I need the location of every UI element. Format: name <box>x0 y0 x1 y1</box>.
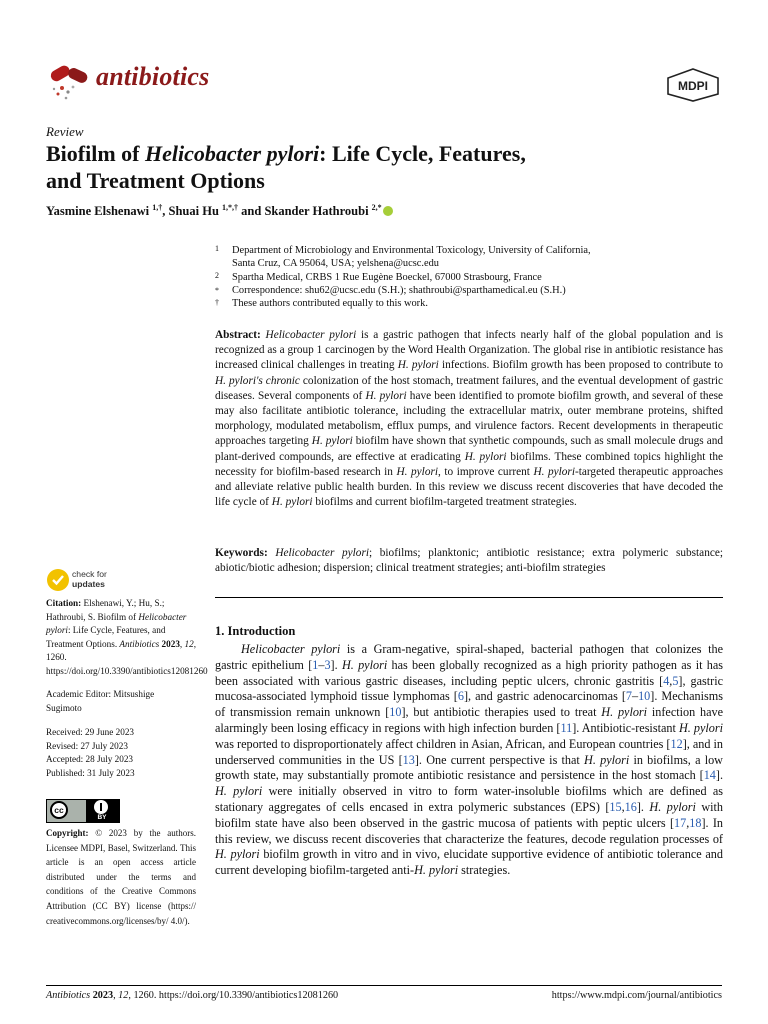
italic-text: H. pylori <box>414 863 459 878</box>
section-divider <box>215 597 723 598</box>
text-run: ]. Antibiotic-resistant <box>572 720 679 735</box>
author-list: Yasmine Elshenawi $^{1,\dagger}$, Shuai Hu $^{1,*,\dagger}$ and Skander Hathroubi $^{2,*}$ <box>46 203 393 219</box>
reference-link[interactable]: 1 <box>312 657 319 672</box>
reference-link[interactable]: 4 <box>663 673 670 688</box>
text-run: in biofilms, a low growth state, may substantially promote antibiotic resistance and persistence in the host stomach [ <box>215 752 723 783</box>
text-run: were initially observed in vitro to form water-insoluble biofilms which are defined as stationary aggregates of cells encased in extra polymeric substances (EPS) [ <box>215 784 723 814</box>
paper-title: Biofilm of Helicobacter pylori: Life Cycle, Features, and Treatment Options <box>46 141 526 193</box>
text-run: , <box>686 815 690 830</box>
affiliations: 1 Department of Microbiology and Environmental Toxicology, University of California, Santa Cruz, CA 95064, USA; yelshena@ucsc.edu 2 Spartha Medical, CRBS 1 Rue Eugène Boeckel, 67000 Strasbourg, France * Correspondence: shu62@ucsc.edu (S.H.); shathroubi@sparthamedical.eu (S.H.) † These authors contributed equally to this work. <box>215 244 735 310</box>
text-run: ]. <box>636 799 650 814</box>
journal-logo-icon <box>46 62 92 104</box>
footer-divider <box>46 985 722 986</box>
journal-url-link[interactable]: https://www.mdpi.com/journal/antibiotics <box>551 990 722 1001</box>
keywords: Keywords: Helicobacter pylori; biofilms; planktonic; antibiotic resistance; extra polymeric substance; abiotic/biotic adhesion; dispersion; clinical treatment strategies; anti-biofilm strategies <box>215 547 724 575</box>
academic-editor: Academic Editor: Mitsushige Sugimoto <box>46 689 155 713</box>
italic-text: H. pylori <box>215 847 260 862</box>
reference-link[interactable]: 18 <box>689 815 702 830</box>
text-run: ], gastric mucosa-associated lymphoid tissue lymphomas [ <box>215 673 724 704</box>
publisher-name: MDPI <box>678 79 708 93</box>
text-run: ]. <box>715 768 723 783</box>
reference-link[interactable]: 5 <box>672 673 679 688</box>
text-run: – <box>318 657 325 672</box>
reference-link[interactable]: 10 <box>389 705 402 720</box>
text-run: ], and gastric adenocarcinomas [ <box>463 689 626 704</box>
text-run: , <box>621 799 625 814</box>
text-run: ], and in underserved communities in the US [ <box>215 736 723 767</box>
text-run: , <box>669 673 673 688</box>
text-run: was reported to disproportionately affect children in Asian, African, and European countries [ <box>215 736 671 751</box>
author-name[interactable]: Shuai Hu <box>168 204 219 219</box>
text-run: strategies. <box>458 863 511 878</box>
reference-link[interactable]: 6 <box>457 689 464 704</box>
reference-link[interactable]: 10 <box>638 689 651 704</box>
journal-name: antibiotics <box>96 62 210 91</box>
orcid-icon[interactable] <box>383 206 393 216</box>
text-run: ]. In this review, we discuss recent discoveries that characterize the features, decode regulation processes of <box>215 815 723 846</box>
citation-doi-link[interactable]: , 1260. https://doi.org/10.3390/antibiotics12081260 <box>46 638 208 676</box>
text-run: infection have alarmingly been losing efficacy in regions with high infection burden [ <box>215 705 724 735</box>
italic-text: H. pylori <box>601 705 648 720</box>
italic-text: H. pylori <box>649 799 696 814</box>
reference-link[interactable]: 17 <box>674 815 687 830</box>
citation: Citation: Elshenawi, Y.; Hu, S.; Hathroubi, S. Biofilm of Helicobacter pylori: Life Cycle, Features, and Treatment Options. Antibiotics 2023, 12, 1260. https://doi.org/10.3390/antibiotics12081260 <box>46 598 208 676</box>
check-for-updates-button[interactable]: check for updates <box>46 568 126 594</box>
check-updates-icon <box>46 568 70 592</box>
footer-citation: Antibiotics 2023, 12, 1260. https://doi.org/10.3390/antibiotics12081260 <box>46 990 339 1001</box>
article-type: Review <box>46 124 84 139</box>
text-run: has been globally recognized as a high priority pathogen as it has been associated with various gastric diseases, including peptic ulcers, chronic gastritis [ <box>215 657 724 688</box>
reference-link[interactable]: 7 <box>625 689 632 704</box>
text-run: ]. Mechanisms of transmission remain unknown [ <box>215 689 723 720</box>
text-run: ]. <box>330 657 342 672</box>
reference-link[interactable]: 13 <box>402 752 415 767</box>
reference-link[interactable]: 11 <box>560 720 573 735</box>
italic-text: H. pylori <box>215 784 263 799</box>
text-run: biofilm growth in vitro and in vivo, elucidate supportive evidence of antibiotic tolerance and current developing biofilm-targeted anti- <box>215 847 723 878</box>
italic-text: H. pylori <box>678 720 723 735</box>
text-run: ]. One current perspective is that <box>414 752 585 767</box>
author-name[interactable]: Yasmine Elshenawi <box>46 204 150 219</box>
reference-link[interactable]: 16 <box>624 799 637 814</box>
section-heading: 1. Introduction <box>215 624 296 638</box>
footer-doi-link[interactable]: , 1260. https://doi.org/10.3390/antibiotics12081260 <box>128 990 339 1001</box>
reference-link[interactable]: 12 <box>670 736 683 751</box>
reference-link[interactable]: 15 <box>609 799 622 814</box>
author-name[interactable]: Skander Hathroubi <box>264 204 369 219</box>
text-run: with biofilm state have also been observed in the gastric mucosa of patients with peptic ulcers [ <box>215 799 723 830</box>
italic-text: H. pylori <box>341 657 388 672</box>
publication-dates: Received: 29 June 2023 Revised: 27 July 2023 Accepted: 28 July 2023 Published: 31 July 2023 <box>46 727 135 778</box>
reference-link[interactable]: 3 <box>324 657 331 672</box>
text-run: is a Gram-negative, spiral-shaped, bacterial pathogen that colonizes the gastric epithelium [ <box>215 642 723 672</box>
italic-text: Helicobacter pylori <box>241 642 341 656</box>
intro-paragraph <box>215 642 723 879</box>
text-run: ], but antibiotic therapies used to treat <box>401 705 602 720</box>
italic-text: H. pylori <box>584 752 630 767</box>
mdpi-logo-icon <box>666 68 720 102</box>
text-run: – <box>631 689 639 704</box>
reference-link[interactable]: 14 <box>703 768 716 783</box>
cc-by-license-icon[interactable]: cc BY <box>46 799 120 823</box>
abstract: Abstract: Helicobacter pylori is a gastric pathogen that infects nearly half of the global population and is recognized as a group 1 carcinogen by the Word Health Organization. The global rise in antibiotic resistance has increased clinical challenges in treating H. pylori infections. Biofilm growth has been proposed to contribute to H. pylori's chronic colonization of the host stomach, treatment failures, and the eventual development of gastric diseases. Several components of H. pylori have been identified to promote biofilm growth, and several of these may also facilitate antibiotic tolerance, including the extracellular matrix, outer membrane proteins, shifted morphology, modulated metabolism, efflux pumps, and virulence factors. Recent developments in therapeutic approaches targeting H. pylori biofilm have shown that synthetic compounds, such as small molecule drugs and plant-derived compounds, are effective at eradicating H. pylori biofilms. These combined topics highlight the necessity for biofilm-based research in H. pylori, to improve current H. pylori-targeted therapeutic approaches and alleviate relative public health burden. In this review we discuss recent discoveries that have decoded the life cycle of H. pylori biofilms and current biofilm-targeted treatment strategies. <box>215 329 724 509</box>
copyright: Copyright: © 2023 by the authors. Licensee MDPI, Basel, Switzerland. This article is an open access article distributed under the terms and conditions of the Creative Commons Attribution (CC BY) license (https:// creativecommons.org/licenses/by/ 4.0/). <box>46 828 196 926</box>
correspondence: Correspondence: shu62@ucsc.edu (S.H.); shathroubi@sparthamedical.eu (S.H.) <box>232 285 566 296</box>
